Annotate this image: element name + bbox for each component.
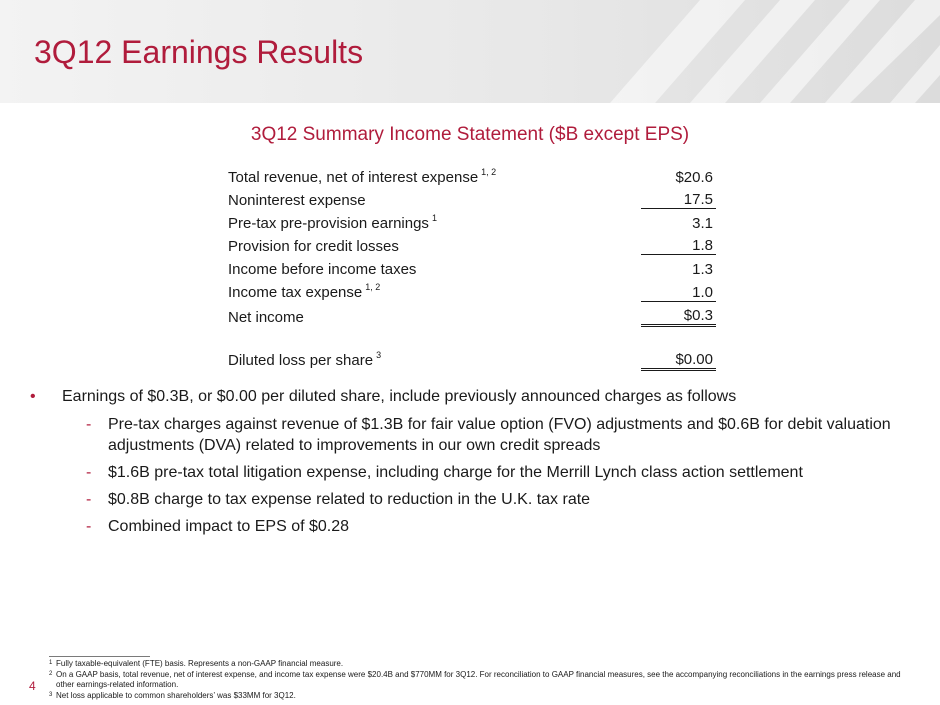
bullet-item xyxy=(30,386,910,407)
footnote-text: On a GAAP basis, total revenue, net of interest expense, and income tax expense were $20.4B and $770MM for 3Q12. For reconciliation to GAAP financial measures, see the accompanying reconciliations in the earnings press release and other earnings-related information. xyxy=(56,669,901,689)
footnote-text: Fully taxable-equivalent (FTE) basis. Represents a non-GAAP financial measure. xyxy=(56,659,344,668)
sub-bullet-list xyxy=(30,414,910,537)
footnote-ref: 1, 2 xyxy=(365,282,381,293)
dash-icon: - xyxy=(86,464,92,481)
footnote-ref: 3 xyxy=(376,350,382,361)
sub-bullet-text: Pre-tax charges against revenue of $1.3B for fair value option (FVO) adjustments and $0.6B for debit valuation adjustments (DVA) related to improvements in our own credit spreads xyxy=(108,416,891,454)
table-spacer xyxy=(228,326,716,346)
footnote xyxy=(49,691,911,702)
page-number: 4 xyxy=(29,679,36,693)
row-label: Net income xyxy=(228,308,304,326)
row-label: Noninterest expense xyxy=(228,191,366,209)
footnote-text: Net loss applicable to common shareholders’ was $33MM for 3Q12. xyxy=(56,690,296,700)
header-banner xyxy=(0,0,940,103)
table-row xyxy=(228,278,716,301)
footnote xyxy=(49,659,911,670)
dash-icon: - xyxy=(86,491,92,508)
footnote-ref: 1, 2 xyxy=(481,166,497,177)
row-label: Total revenue, net of interest expense xyxy=(228,168,479,186)
sub-bullet-text: $1.6B pre-tax total litigation expense, including charge for the Merrill Lynch class action settlement xyxy=(108,464,803,481)
bullet-dot-icon: • xyxy=(30,388,36,405)
row-value: $0.00 xyxy=(641,345,716,369)
footnote-ref: 1 xyxy=(431,212,437,223)
sub-bullet-item xyxy=(30,414,910,456)
row-label: Pre-tax pre-provision earnings xyxy=(228,214,429,232)
row-value: 17.5 xyxy=(641,186,716,209)
row-value: $0.3 xyxy=(641,301,716,326)
table-row xyxy=(228,232,716,255)
sub-bullet-item xyxy=(30,489,910,510)
row-value: 1.3 xyxy=(692,260,713,278)
dash-icon: - xyxy=(86,416,92,433)
row-label: Diluted loss per share xyxy=(228,352,374,370)
table-title: 3Q12 Summary Income Statement ($B except EPS) xyxy=(250,124,690,145)
row-label: Provision for credit losses xyxy=(228,237,399,255)
row-value: 3.1 xyxy=(692,214,713,232)
row-label: Income before income taxes xyxy=(228,260,417,278)
sub-bullet-item xyxy=(30,462,910,483)
table-row xyxy=(228,345,716,369)
table-row xyxy=(228,255,716,278)
row-value: 1.8 xyxy=(641,232,716,255)
bullet-list xyxy=(30,386,910,543)
bullet-text: Earnings of $0.3B, or $0.00 per diluted share, include previously announced charges as follows xyxy=(62,388,737,405)
page-title: 3Q12 Earnings Results xyxy=(34,34,364,70)
row-label: Income tax expense xyxy=(228,284,363,302)
income-statement-table xyxy=(228,163,716,371)
footnote-number: 2 xyxy=(49,670,53,677)
table-row xyxy=(228,186,716,209)
footnote-divider xyxy=(49,656,150,657)
sub-bullet-text: Combined impact to EPS of $0.28 xyxy=(108,518,350,535)
table-row xyxy=(228,209,716,232)
row-value: 1.0 xyxy=(641,278,716,301)
row-value: $20.6 xyxy=(675,168,713,186)
sub-bullet-item xyxy=(30,516,910,537)
table-row xyxy=(228,301,716,326)
footnote-number: 3 xyxy=(49,691,53,698)
sub-bullet-text: $0.8B charge to tax expense related to reduction in the U.K. tax rate xyxy=(108,491,591,508)
footnote-number: 1 xyxy=(49,660,53,666)
footnotes xyxy=(49,659,911,701)
table-row xyxy=(228,163,716,186)
footnote xyxy=(49,670,911,691)
dash-icon: - xyxy=(86,518,92,535)
